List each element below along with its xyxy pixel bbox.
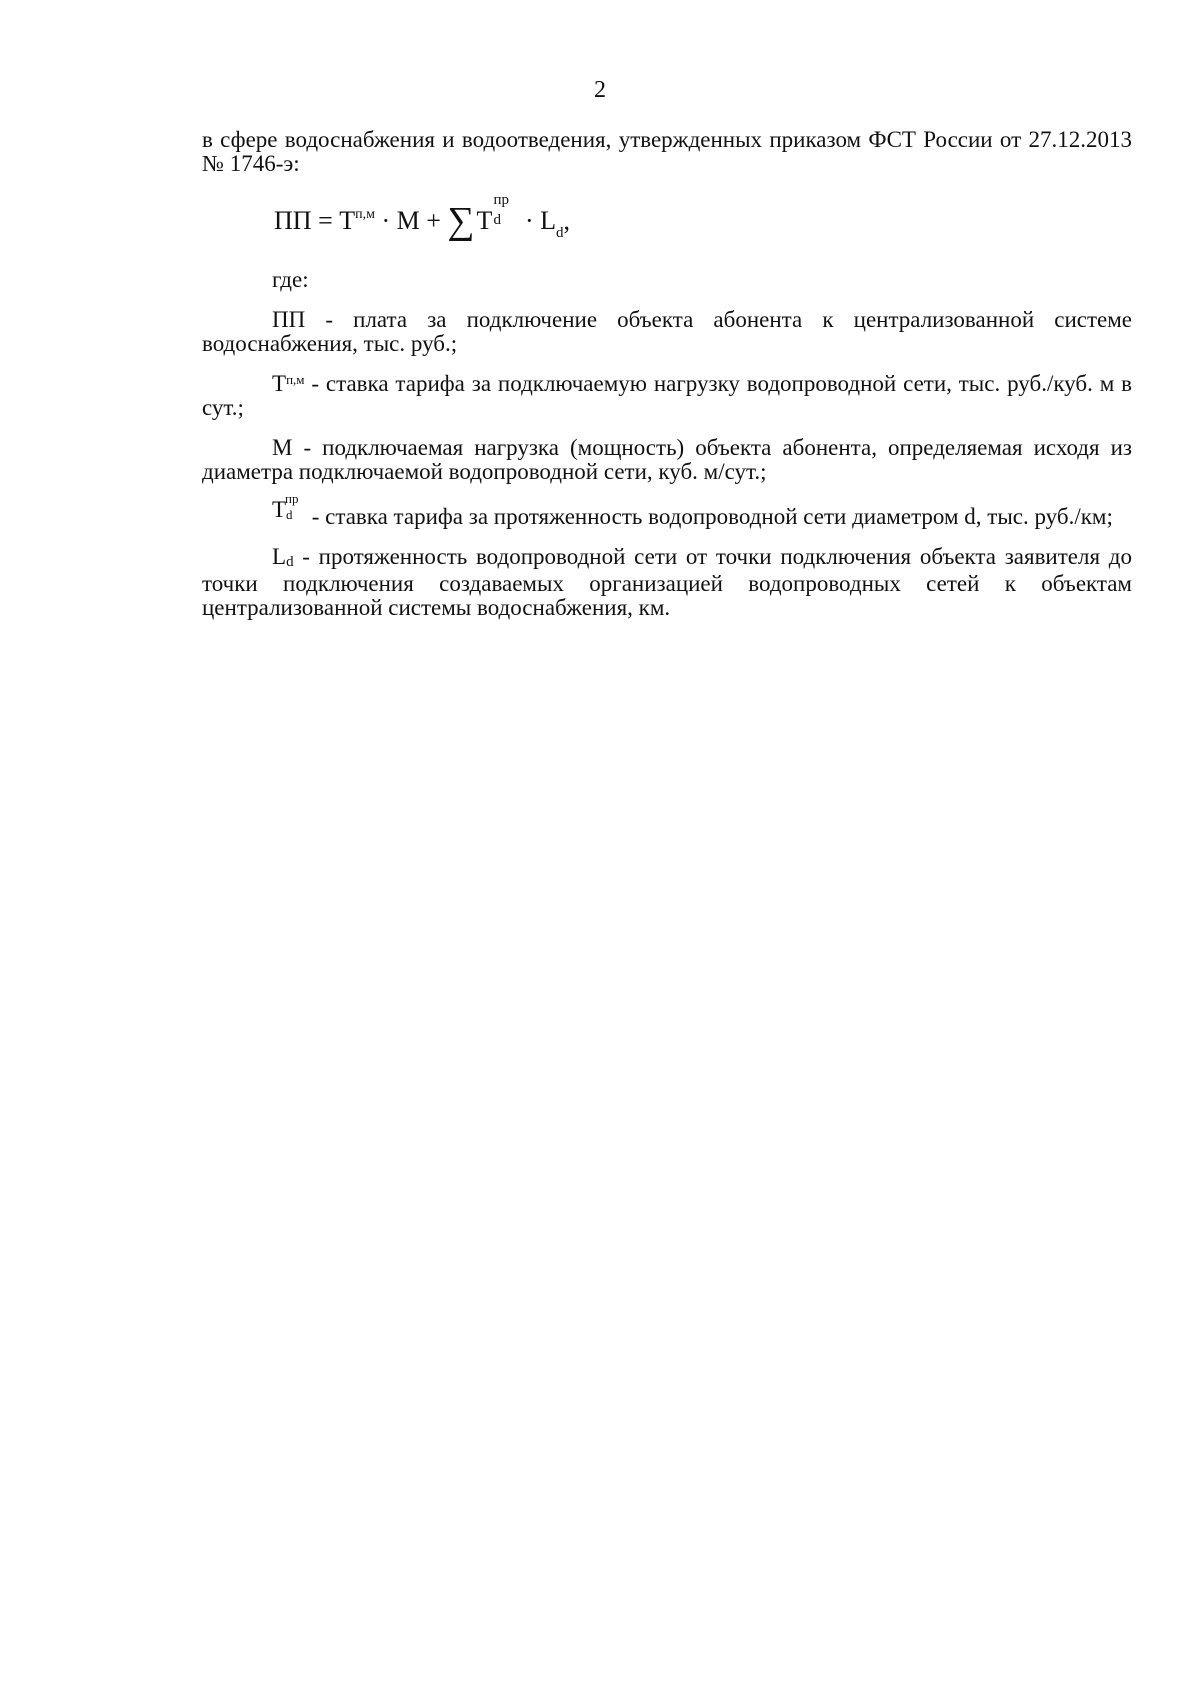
- definition-tpm: [202, 372, 1132, 420]
- formula-equals: =: [311, 206, 340, 235]
- definition-m: [202, 436, 1132, 484]
- definition-ld-sub: d: [286, 554, 294, 570]
- definition-pp: [202, 308, 1132, 356]
- intro-paragraph: в сфере водоснабжения и водоотведения, утвержденных приказом ФСТ России от 27.12.2013 № 1746-э:: [202, 127, 1132, 176]
- definition-tdpr-symbol-group: [272, 491, 306, 524]
- formula-t1: T: [339, 206, 356, 235]
- definition-tdpr-sub: d: [286, 507, 293, 522]
- definition-pp-text: - плата за подключение объекта абонента к централизованной системе водоснабжения, тыс. руб.;: [202, 307, 1132, 356]
- formula-end: ,: [563, 206, 570, 235]
- definition-tpm-text: - ставка тарифа за подключаемую нагрузку водопроводной сети, тыс. руб./куб. м в сут.;: [202, 371, 1132, 420]
- formula-t2-sub: d: [493, 212, 501, 228]
- page-number: 2: [594, 77, 606, 103]
- formula-l: L: [540, 206, 556, 235]
- formula-sum: ∑: [447, 200, 475, 242]
- document-body: [202, 128, 1132, 620]
- definition-tdpr-text: - ставка тарифа за протяженность водопроводной сети диаметром d, тыс. руб./км;: [306, 504, 1113, 529]
- formula-lhs: ПП: [274, 206, 312, 235]
- definition-tpm-sup: п,м: [286, 372, 305, 387]
- definition-tpm-symbol: T: [272, 371, 287, 396]
- definition-m-text: - подключаемая нагрузка (мощность) объекта абонента, определяемая исходя из диаметра подключаемой водопроводной сети, куб. м/сут.;: [202, 435, 1132, 484]
- definition-tdpr-sup: пр: [285, 491, 299, 506]
- definition-m-symbol: М: [272, 435, 293, 460]
- definition-ld: [202, 545, 1132, 620]
- formula-t1-sup: п,м: [355, 207, 375, 222]
- definition-ld-text: - протяженность водопроводной сети от точки подключения объекта заявителя до точки подключения создаваемых организацией водопроводных сетей к объектам централизованной системы водоснабжения, км.: [202, 544, 1132, 620]
- formula-t2: T: [476, 206, 493, 235]
- payment-formula: [274, 194, 1132, 244]
- formula-m: M: [396, 206, 420, 235]
- definition-tdpr: [202, 491, 1132, 529]
- where-label: где:: [272, 267, 309, 292]
- formula-t2-indices: [492, 194, 518, 240]
- formula-plus: +: [419, 206, 448, 235]
- formula-dot2: ·: [518, 206, 541, 235]
- definition-ld-symbol: L: [272, 544, 287, 569]
- definition-pp-symbol: ПП: [272, 307, 306, 332]
- definition-tdpr-symbol: T: [272, 497, 287, 522]
- formula-t2-sup: пр: [493, 192, 509, 208]
- formula-l-sub: d: [556, 225, 564, 241]
- formula-dot1: ·: [374, 206, 397, 235]
